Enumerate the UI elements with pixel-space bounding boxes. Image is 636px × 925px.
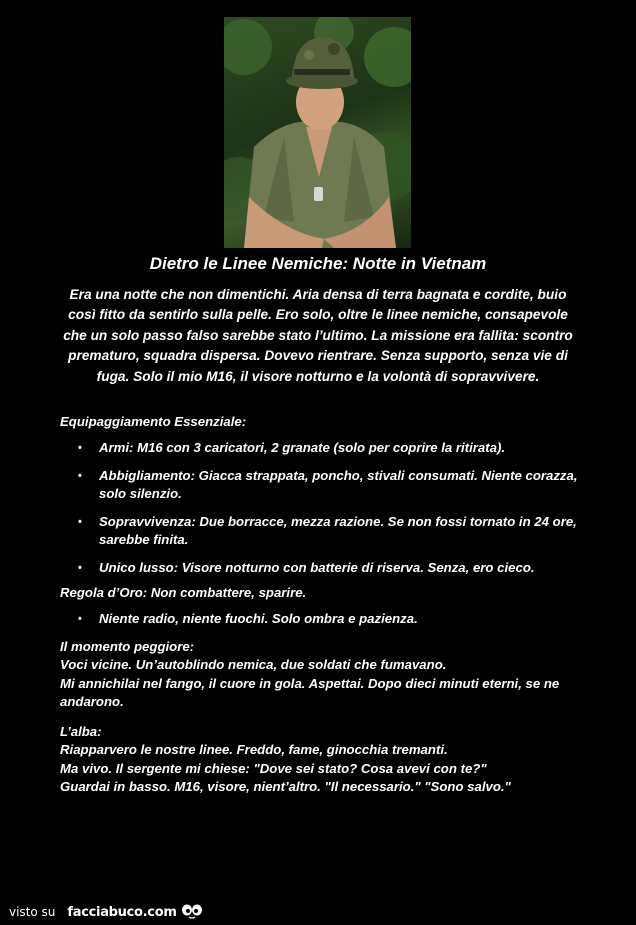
worst-moment-line: Mi annichilai nel fango, il cuore in gola. Aspettai. Dopo dieci minuti eterni, se ne andarono. [60, 675, 560, 709]
list-item: • Armi: M16 con 3 caricatori, 2 granate (solo per coprire la ritirata). [60, 439, 590, 458]
dawn-line: Ma vivo. Il sergente mi chiese: "Dove sei stato? Cosa avevi con te?" [60, 760, 487, 776]
dawn-heading: L’alba: [60, 723, 102, 739]
visto-su-label: visto su [9, 905, 56, 919]
dawn-line: Riapparvero le nostre linee. Freddo, fame, ginocchia tremanti. [60, 742, 448, 757]
facciabuco-link[interactable]: facciabuco.com [67, 904, 177, 920]
intro-paragraph: Era una notte che non dimentichi. Aria densa di terra bagnata e cordite, buio così fitto da sentirlo sulla pelle. Ero solo, oltre le linee nemiche, consapevole che un solo passo falso sarebbe stato l’ultimo. La missione era fallita: scontro prematuro, squadra dispersa. Dovevo rientrare. Senza supporto, senza vie di fuga. Solo il mio M16, il visore notturno e la volontà di sopravvivere. [63, 287, 573, 384]
footer [9, 902, 203, 922]
dawn-line: Guardai in basso. M16, visore, nient’altro. "Il necessario." "Sono salvo." [60, 779, 511, 794]
list-item: • Abbigliamento: Giacca strappata, poncho, stivali consumati. Niente corazza, solo silenzio. [60, 467, 590, 504]
worst-moment-line: Voci vicine. Un’autoblindo nemica, due soldati che fumavano. [60, 657, 447, 672]
rule-heading: Regola d’Oro: Non combattere, sparire. [60, 585, 307, 600]
dawn-section [60, 723, 590, 797]
list-item: • Niente radio, niente fuochi. Solo ombra e pazienza. [60, 610, 590, 629]
soldier-photo [224, 17, 411, 248]
list-item: • Unico lusso: Visore notturno con batterie di riserva. Senza, ero cieco. [60, 559, 590, 578]
post-title: Dietro le Linee Nemiche: Notte in Vietnam [149, 254, 487, 273]
worst-moment-section [60, 638, 590, 712]
list-item: • Sopravvivenza: Due borracce, mezza razione. Se non fossi tornato in 24 ore, sarebbe finita. [60, 513, 590, 550]
equipment-list [60, 439, 590, 577]
equipment-heading: Equipaggiamento Essenziale: [60, 414, 247, 429]
post-body [60, 413, 590, 808]
soldier-illustration [224, 17, 411, 248]
facciabuco-eyes-icon [181, 904, 203, 920]
worst-moment-heading: Il momento peggiore: [60, 638, 195, 654]
rule-list [60, 610, 590, 629]
